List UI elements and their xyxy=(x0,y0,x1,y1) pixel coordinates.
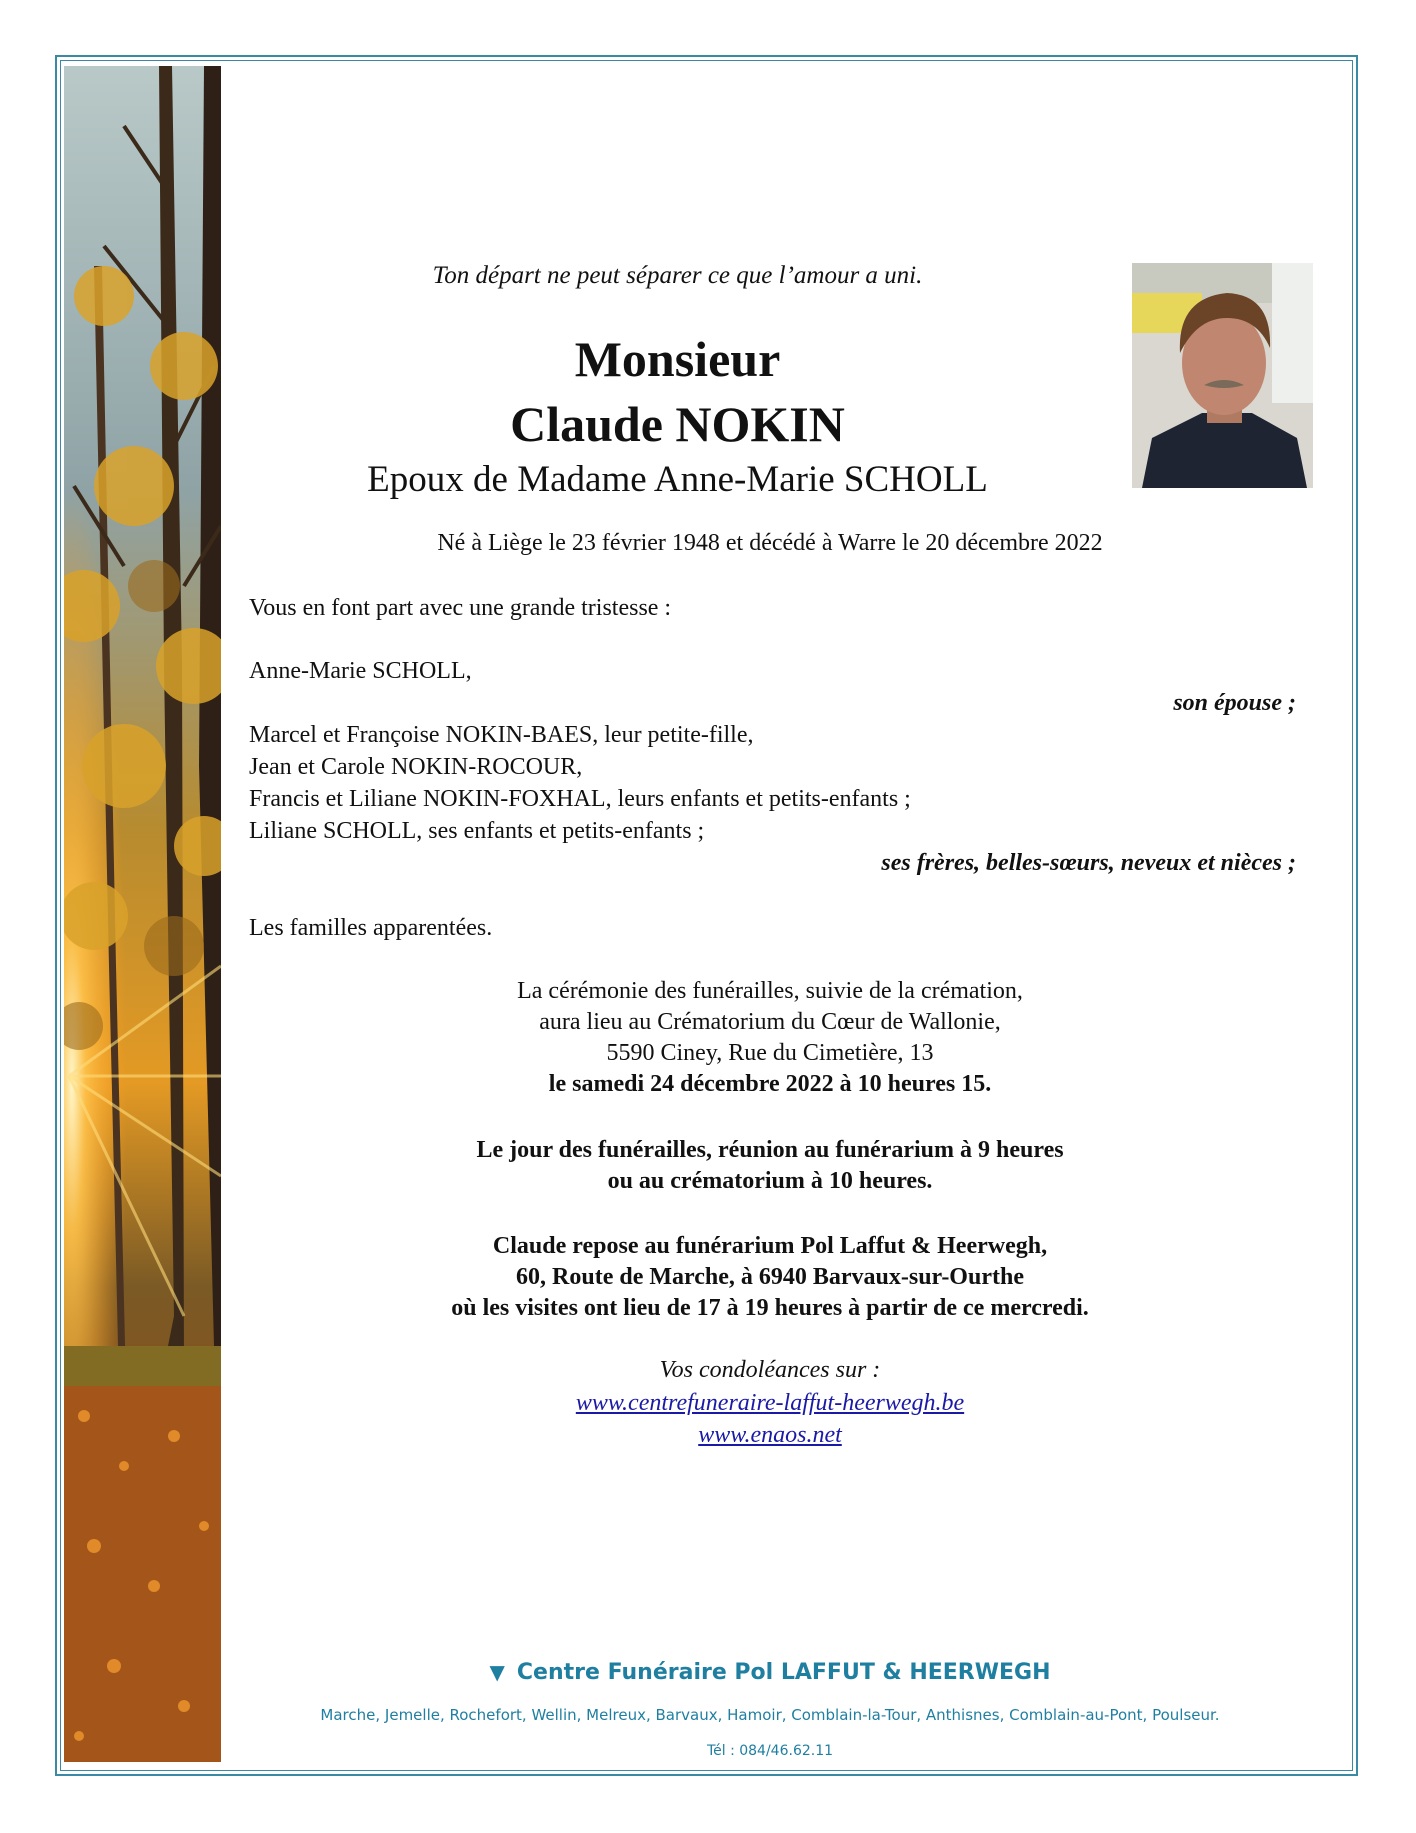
condolences-link[interactable]: www.centrefuneraire-laffut-heerwegh.be xyxy=(575,1390,965,1416)
spouse-role: son épouse ; xyxy=(1173,690,1296,716)
portrait-photo xyxy=(1132,263,1313,488)
meeting-line: ou au crématorium à 10 heures. xyxy=(607,1168,933,1194)
family-member: Liliane SCHOLL, ses enfants et petits-enfants ; xyxy=(249,818,705,844)
autumn-forest-image xyxy=(64,66,221,1762)
family-member: Francis et Liliane NOKIN-FOXHAL, leurs enfants et petits-enfants ; xyxy=(249,786,911,812)
funeral-home-towns: Marche, Jemelle, Rochefort, Wellin, Melreux, Barvaux, Hamoir, Comblain-la-Tour, Anthisnes, Comblain-au-Pont, Poulseur. xyxy=(320,1706,1220,1724)
epigraph-quote: Ton départ ne peut séparer ce que l’amour a uni. xyxy=(432,262,923,289)
deceased-name: Claude NOKIN xyxy=(510,396,845,452)
ceremony-line: La cérémonie des funérailles, suivie de la crémation, xyxy=(517,978,1023,1004)
ceremony-line: aura lieu au Crématorium du Cœur de Wallonie, xyxy=(539,1009,1001,1035)
triangle-down-icon: ▼ xyxy=(489,1660,505,1684)
funeral-home-phone: Tél : 084/46.62.11 xyxy=(706,1743,834,1759)
announce-line: Vous en font part avec une grande tristesse : xyxy=(249,595,672,621)
enaos-link[interactable]: www.enaos.net xyxy=(698,1422,842,1448)
visits-line: où les visites ont lieu de 17 à 19 heures à partir de ce mercredi. xyxy=(451,1295,1089,1321)
spouse-line: Epoux de Madame Anne-Marie SCHOLL xyxy=(367,459,988,500)
related-families: Les familles apparentées. xyxy=(249,915,493,941)
family-member: Marcel et Françoise NOKIN-BAES, leur petite-fille, xyxy=(249,722,754,748)
rest-address: 60, Route de Marche, à 6940 Barvaux-sur-Ourthe xyxy=(516,1264,1024,1290)
family-member: Jean et Carole NOKIN-ROCOUR, xyxy=(249,754,583,780)
birth-death-line: Né à Liège le 23 février 1948 et décédé à Warre le 20 décembre 2022 xyxy=(437,530,1103,556)
condolences-label: Vos condoléances sur : xyxy=(659,1357,881,1383)
funeral-home-label: Centre Funéraire Pol LAFFUT & HEERWEGH xyxy=(516,1660,1051,1685)
funeral-home-name xyxy=(240,1660,1300,1685)
rest-line: Claude repose au funérarium Pol Laffut & Heerwegh, xyxy=(492,1233,1048,1259)
civility-title: Monsieur xyxy=(574,331,781,387)
family-spouse: Anne-Marie SCHOLL, xyxy=(249,658,472,684)
ceremony-date: le samedi 24 décembre 2022 à 10 heures 15. xyxy=(548,1071,992,1097)
meeting-line: Le jour des funérailles, réunion au funérarium à 9 heures xyxy=(476,1137,1064,1163)
siblings-role: ses frères, belles-sœurs, neveux et nièces ; xyxy=(881,850,1296,876)
ceremony-address: 5590 Ciney, Rue du Cimetière, 13 xyxy=(606,1040,934,1066)
